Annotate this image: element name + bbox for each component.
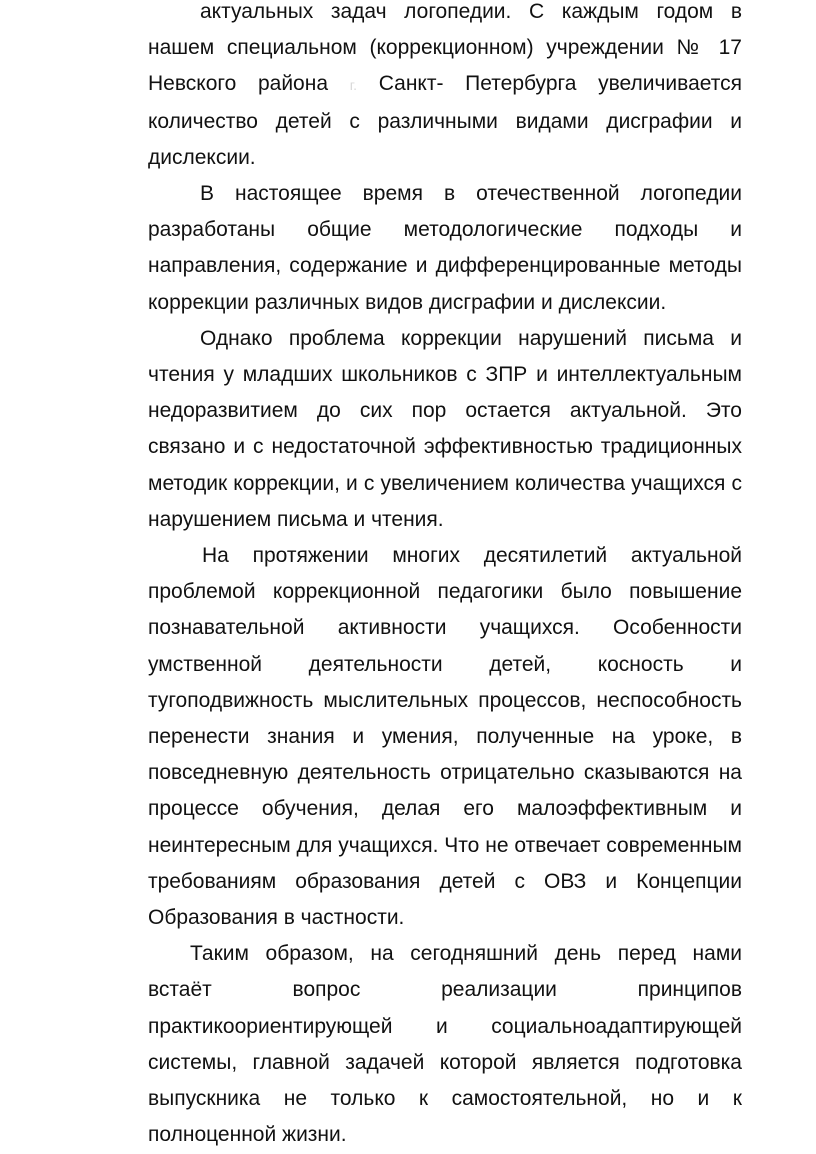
paragraph-4: На протяжении многих десятилетий актуальной проблемой коррекционной педагогики было повышение познавательной активности учащихся. Особенности умственной деятельности детей, косность и тугоподвижность мыслительных процессов, неспособность перенести знания и умения, полученные на уроке, в повседневную деятельность отрицательно сказываются на процессе обучения, делая его малоэффективным и неинтересным для учащихся. Что не отвечает современным требованиям образования детей с ОВЗ и Концепции Образования в частности.	[148, 544, 742, 930]
paragraph-5: Таким образом, на сегодняшний день перед нами встаёт вопрос реализации принципов практикоориентирующей и социальноадаптирующей системы, главной задачей которой является подготовка выпускника не только к самостоятельной, но и к полноценной жизни.	[148, 942, 742, 1147]
paragraph-1-faint-abbrev: г.	[349, 77, 358, 94]
paragraph-1-text-after: Санкт- Петербурга увеличивается количество детей с различными видами дисграфии и дислексии.	[148, 72, 742, 169]
paragraph-1-text-before: актуальных задач логопедии. С каждым годом в нашем специальном (коррекционном) учреждении № 17 Невского района	[148, 0, 742, 96]
paragraph-3: Однако проблема коррекции нарушений письма и чтения у младших школьников с ЗПР и интеллектуальным недоразвитием до сих пор остается актуальной. Это связано и с недостаточной эффективностью традиционных методик коррекции, и с увеличением количества учащихся с нарушением письма и чтения.	[148, 326, 742, 531]
paragraph-2: В настоящее время в отечественной логопедии разработаны общие методологические подходы и направления, содержание и дифференцированные методы коррекции различных видов дисграфии и дислексии.	[148, 182, 742, 314]
paragraph-1	[148, 0, 742, 176]
document-page	[148, 0, 742, 1154]
